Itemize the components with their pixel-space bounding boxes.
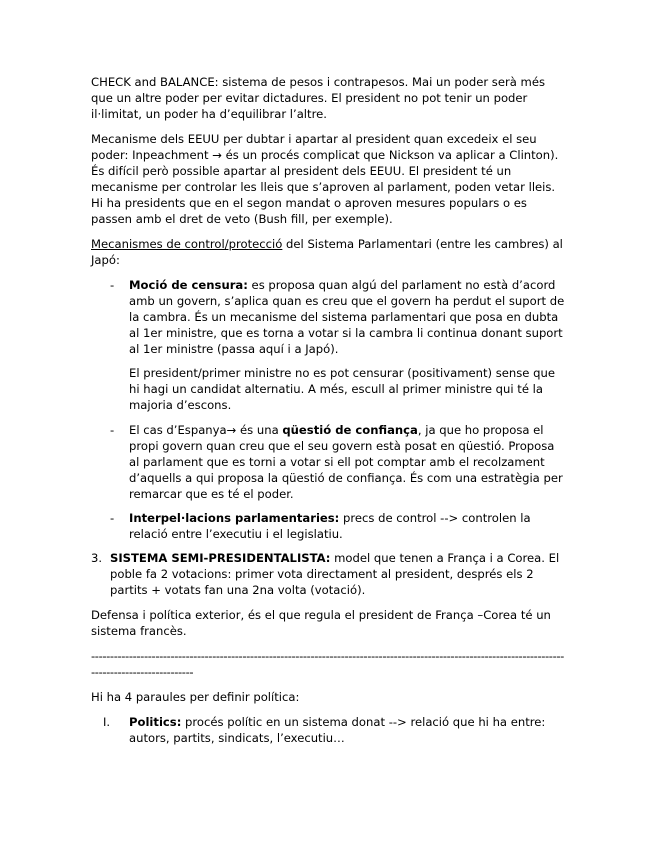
number-marker: 3. <box>91 551 103 565</box>
heading-rest: del Sistema Parlamentari (entre les cambres) al Japó: <box>91 237 563 267</box>
list-item-politics <box>91 714 566 746</box>
dashed-divider: -------------------------------------------------------------------------------------------------------------------------------------------------------- <box>91 649 564 679</box>
dash-marker: - <box>110 278 115 292</box>
item-text: , ja que ho proposa el propi govern quan creu que el seu govern està posat en qüestió. Proposa al parlament que es torni a votar si ell pot comptar amb el recolzament d’aquells a qui proposa la qüestió de confiança. És com una estratègia per remarcar que es té el poder. <box>129 423 563 501</box>
item-text: model que tenen a França i a Corea. El poble fa 2 votacions: primer vota directament al president, després els 2 partits + votats fan una 2na volta (votació). <box>110 551 560 597</box>
underlined-heading: Mecanismes de control/protecció <box>91 237 283 251</box>
term-questio-confianca: qüestió de confiança <box>282 423 418 437</box>
term-mocio-censura: Moció de censura: <box>129 278 248 292</box>
list-item-questio-confianca <box>91 422 566 502</box>
list-item-interpellacions <box>91 510 566 542</box>
term-politics: Politics: <box>129 715 182 729</box>
paragraph-impeachment: Mecanisme dels EEUU per dubtar i apartar al president quan excedeix el seu poder: Inpeachment → és un procés complicat que Nickson va aplicar a Clinton). És difícil però possible apartar al president dels EEUU. El president té un mecanisme per controlar les lleis que s’aproven al parlament, poden vetar lleis. Hi ha presidents que en el segon mandat o aproven mesures populars o es passen amb el dret de veto (Bush fill, per exemple). <box>91 132 559 226</box>
item-text: procés polític en un sistema donat --> relació que hi ha entre: autors, partits, sindicats, l’executiu… <box>129 715 546 745</box>
roman-marker: I. <box>103 715 111 729</box>
item-text: precs de control --> controlen la relació entre l’executiu i el legislatiu. <box>129 511 531 541</box>
paragraph-president-censure: El president/primer ministre no es pot censurar (positivament) sense que hi hagi un candidat alternatiu. A més, escull al primer ministre qui té la majoria d’escons. <box>129 366 555 412</box>
document-page <box>91 74 566 746</box>
paragraph-check-balance: CHECK and BALANCE: sistema de pesos i contrapesos. Mai un poder serà més que un altre poder per evitar dictadures. El president no pot tenir un poder il·limitat, un poder ha d’equilibrar l’altre. <box>91 75 546 121</box>
item-pre-text: El cas d’Espanya→ és una <box>129 423 283 437</box>
paragraph-four-words: Hi ha 4 paraules per definir política: <box>91 690 300 704</box>
paragraph-control-mechanisms <box>91 236 566 268</box>
item-text: es proposa quan algú del parlament no està d’acord amb un govern, s’aplica quan es creu que el govern ha perdut el suport de la cambra. És un mecanisme del sistema parlamentari que posa en dubta al 1er ministre, que es torna a votar si la cambra li continua donant suport al 1er ministre (passa aquí i a Japó). <box>129 278 565 356</box>
dash-marker: - <box>110 423 115 437</box>
list-item-mocio-censura <box>91 277 566 357</box>
term-interpellacions: Interpel·lacions parlamentaries: <box>129 511 340 525</box>
list-item-semi-presidentalista <box>91 550 566 598</box>
paragraph-defensa: Defensa i política exterior, és el que regula el president de França –Corea té un sistema francès. <box>91 608 551 638</box>
term-semi-presidentalista: SISTEMA SEMI-PRESIDENTALISTA: <box>110 551 331 565</box>
dash-marker: - <box>110 511 115 525</box>
